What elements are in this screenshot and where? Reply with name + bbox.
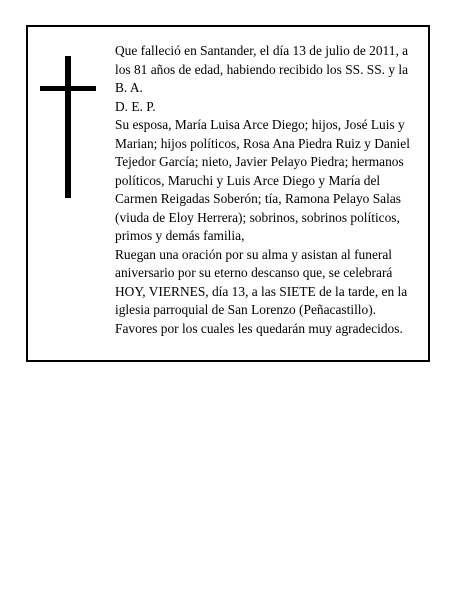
cross-horizontal-bar — [40, 86, 96, 91]
funeral-details: Ruegan una oración por su alma y asistan al funeral aniversario por su eterno descanso que, se celebrará HOY, VIERNES, día 13, a las SIETE de la tarde, en la iglesia parroquial de San Lorenzo (Peñacastillo). — [115, 246, 408, 317]
rip-abbreviation: D. E. P. — [115, 98, 156, 114]
notice-body — [115, 42, 420, 338]
family-list: Su esposa, María Luisa Arce Diego; hijos, José Luis y Marian; hijos políticos, Rosa Ana Piedra Ruiz y Daniel Tejedor García; nieto, Javier Pelayo Piedra; hermanos políticos, Maruchi y Luis Arce Diego y María del Carmen Reigadas Soberón; tía, Ramona Pelayo Salas (viuda de Eloy Herrera); sobrinos, sobrinos políticos, primos y demás familia, — [115, 117, 410, 243]
closing-thanks: Favores por los cuales les quedarán muy agradecidos. — [115, 320, 403, 336]
death-announcement: Que falleció en Santander, el día 13 de julio de 2011, a los 81 años de edad, habiendo recibido los SS. SS. y la B. A. — [115, 43, 409, 95]
obituary-notice — [26, 25, 430, 362]
cross-icon — [40, 56, 96, 198]
cross-vertical-bar — [65, 56, 71, 198]
